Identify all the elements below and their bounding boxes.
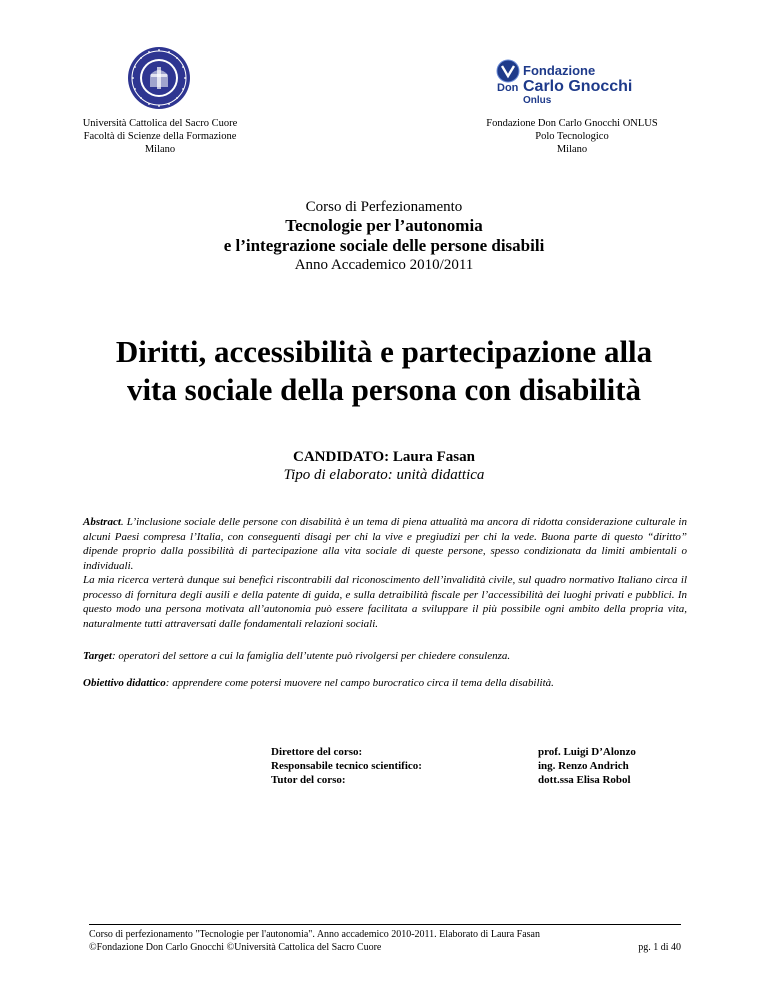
thesis-title <box>0 333 768 409</box>
abstract-paragraph <box>83 515 687 573</box>
course-title: e l’integrazione sociale delle persone disabili <box>223 236 545 255</box>
fondazione-logo <box>495 58 655 106</box>
page-footer <box>89 929 681 954</box>
fondazione-logo-icon <box>497 60 519 82</box>
thesis-title-line: Diritti, accessibilità e partecipazione alla <box>115 334 653 369</box>
staff-role: Tutor del corso: <box>271 774 346 786</box>
page-number: pg. 1 di 40 <box>638 941 681 953</box>
abstract-label: Abstract <box>83 516 121 528</box>
obiettivo-text: : apprendere come potersi muovere nel campo burocratico circa il tema della disabilità. <box>165 677 554 689</box>
abstract <box>83 515 687 631</box>
university-seal-icon <box>126 45 192 111</box>
obiettivo <box>83 676 687 691</box>
staff-name: prof. Luigi D’Alonzo <box>538 746 636 758</box>
target <box>83 649 687 664</box>
left-institution-line: Milano <box>144 144 176 155</box>
footer-copyright: ©Fondazione Don Carlo Gnocchi ©Università Cattolica del Sacro Cuore <box>89 941 382 953</box>
course-year: Anno Accademico 2010/2011 <box>294 257 474 273</box>
staff-row <box>271 759 701 773</box>
tipo-elaborato: Tipo di elaborato: unità didattica <box>283 467 485 483</box>
staff-row <box>271 773 701 787</box>
staff-role: Direttore del corso: <box>271 746 363 758</box>
course-title: Tecnologie per l’autonomia <box>285 216 483 235</box>
obiettivo-label: Obiettivo didattico <box>83 677 166 689</box>
footer-divider <box>89 924 681 925</box>
staff-list <box>271 745 701 787</box>
left-institution <box>62 117 258 156</box>
target-label: Target <box>83 650 112 662</box>
course-subtitle: Corso di Perfezionamento <box>305 199 463 215</box>
logo-fondazione-text: Fondazione <box>523 63 596 78</box>
thesis-title-line: vita sociale della persona con disabilità <box>126 372 642 407</box>
candidate-block <box>0 448 768 484</box>
left-institution-line: Università Cattolica del Sacro Cuore <box>82 118 238 129</box>
target-text: : operatori del settore a cui la famiglia dell’utente può rivolgersi per chiedere consulenza. <box>111 650 511 662</box>
course-block <box>0 198 768 274</box>
staff-role: Responsabile tecnico scientifico: <box>271 760 422 772</box>
right-institution-line: Polo Tecnologico <box>535 131 609 142</box>
logo-onlus-text: Onlus <box>523 95 552 106</box>
candidate-name: CANDIDATO: Laura Fasan <box>293 449 475 465</box>
staff-name: ing. Renzo Andrich <box>538 760 629 772</box>
right-institution-line: Fondazione Don Carlo Gnocchi ONLUS <box>486 118 658 129</box>
logo-carlo-text: Carlo Gnocchi <box>523 78 633 95</box>
staff-row <box>271 745 701 759</box>
left-institution-line: Facoltà di Scienze della Formazione <box>83 131 237 142</box>
abstract-text: . L’inclusione sociale delle persone con disabilità è un tema di piena attualità ma ancora di ridotta considerazione culturale in alcuni Paesi compresa l’Italia, con conseguenti disagi per chi la vive e pregiudizi per chi la vede. Buona parte di questo “diritto” dipende proprio dalla possibilità di partecipazione alla vita sociale di queste persone, spesso condizionata da limiti ambientali o individuali. <box>83 516 687 572</box>
abstract-paragraph: La mia ricerca verterà dunque sui benefici riscontrabili dal riconoscimento dell’invalidità civile, sul quadro normativo Italiano circa il processo di fornitura degli ausili e della patente di guida, e sulla detraibilità fiscale per l’accessibilità dei luoghi privati e pubblici. In questo modo una persona motivata all’autonomia può essere facilitata a sviluppare il più possibile ogni ambito della propria vita, naturalmente tutti attraversati dalle fondamentali relazioni sociali. <box>83 574 687 630</box>
right-institution-line: Milano <box>556 144 588 155</box>
logo-don-text: Don <box>497 82 519 94</box>
staff-name: dott.ssa Elisa Robol <box>538 774 631 786</box>
right-institution <box>475 117 669 156</box>
footer-line: Corso di perfezionamento "Tecnologie per l'autonomia". Anno accademico 2010-2011. Elaborato di Laura Fasan <box>89 929 540 940</box>
